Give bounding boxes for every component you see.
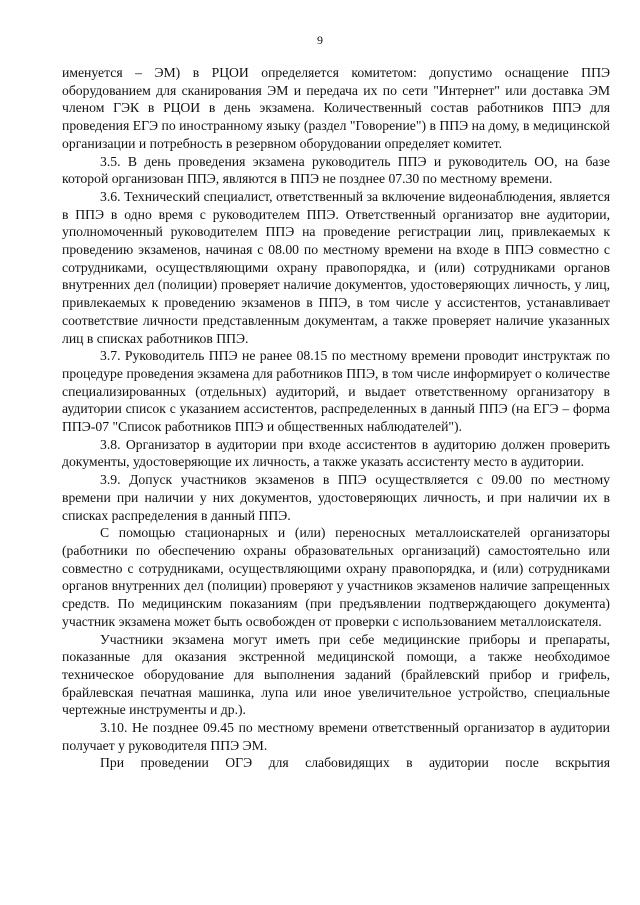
paragraph-continuation: именуется – ЭМ) в РЦОИ определяется комитетом: допустимо оснащение ППЭ оборудованием для сканирования ЭМ и передача их по сети "Интернет" или доставка ЭМ членом ГЭК в РЦОИ в день экзамена. Количественный состав работников ППЭ для проведения ЕГЭ по иностранному языку (раздел "Говорение") в ППЭ на дому, в медицинской организации и потребность в резервном оборудовании определяет комитет. xyxy=(62,65,610,151)
paragraph-3-8: 3.8. Организатор в аудитории при входе ассистентов в аудиторию должен проверить документы, удостоверяющие их личность, а также указать ассистенту место в аудитории. xyxy=(62,436,610,470)
paragraph-3-9: 3.9. Допуск участников экзаменов в ППЭ осуществляется с 09.00 по местному времени при наличии у них документов, удостоверяющих личность, и при наличии их в списках распределения в данный ППЭ. xyxy=(62,472,610,523)
paragraph-oge-visually-impaired: При проведении ОГЭ для слабовидящих в аудитории после вскрытия xyxy=(100,755,610,771)
document-body xyxy=(62,64,610,772)
paragraph-3-7: 3.7. Руководитель ППЭ не ранее 08.15 по местному времени проводит инструктаж по процедуре проведения экзамена для работников ППЭ, в том числе информирует о количестве специализированных (отдельных) аудиторий, и выдает ответственному организатору в аудитории список с указанием ассистентов, распределенных в данный ППЭ (на ЕГЭ – форма ППЭ-07 "Список работников ППЭ и общественных наблюдателей"). xyxy=(62,348,610,435)
paragraph-metal-detectors: С помощью стационарных и (или) переносных металлоискателей организаторы (работники по обеспечению охраны образовательных организаций) самостоятельно или совместно с сотрудниками, осуществляющими охрану правопорядка, и (или) сотрудниками органов внутренних дел (полиции) проверяют у участников экзаменов наличие запрещенных средств. По медицинским показаниям (при предъявлении подтверждающего документа) участник экзамена может быть освобожден от проверки с использованием металлоискателя. xyxy=(62,525,610,629)
page-number: 9 xyxy=(317,33,323,47)
paragraph-3-5: 3.5. В день проведения экзамена руководитель ППЭ и руководитель ОО, на базе которой организован ППЭ, являются в ППЭ не позднее 07.30 по местному времени. xyxy=(62,153,610,187)
paragraph-3-10: 3.10. Не позднее 09.45 по местному времени ответственный организатор в аудитории получает у руководителя ППЭ ЭМ. xyxy=(62,720,610,753)
paragraph-medical-devices: Участники экзамена могут иметь при себе медицинские приборы и препараты, показанные для оказания экстренной медицинской помощи, а также необходимое техническое оборудование для выполнения заданий (брайлевский прибор и грифель, брайлевская печатная машинка, лупа или иное увеличительное устройство, специальные чертежные инструменты и др.). xyxy=(62,631,610,718)
paragraph-3-6: 3.6. Технический специалист, ответственный за включение видеонаблюдения, является в ППЭ в одно время с руководителем ППЭ. Ответственный организатор вне аудитории, уполномоченный руководителем ППЭ на проведение регистрации лиц, привлекаемых к проведению экзаменов, начиная с 08.00 по местному времени на входе в ППЭ совместно с сотрудниками, осуществляющими охрану правопорядка, и (или) сотрудниками органов внутренних дел (полиции) проверяет наличие документов, удостоверяющих личность, у лиц, привлекаемых к проведению экзаменов в ППЭ, в том числе у ассистентов, устанавливает соответствие личности представленным документам, а также проверяет наличие указанных лиц в списках работников ППЭ. xyxy=(62,188,610,346)
